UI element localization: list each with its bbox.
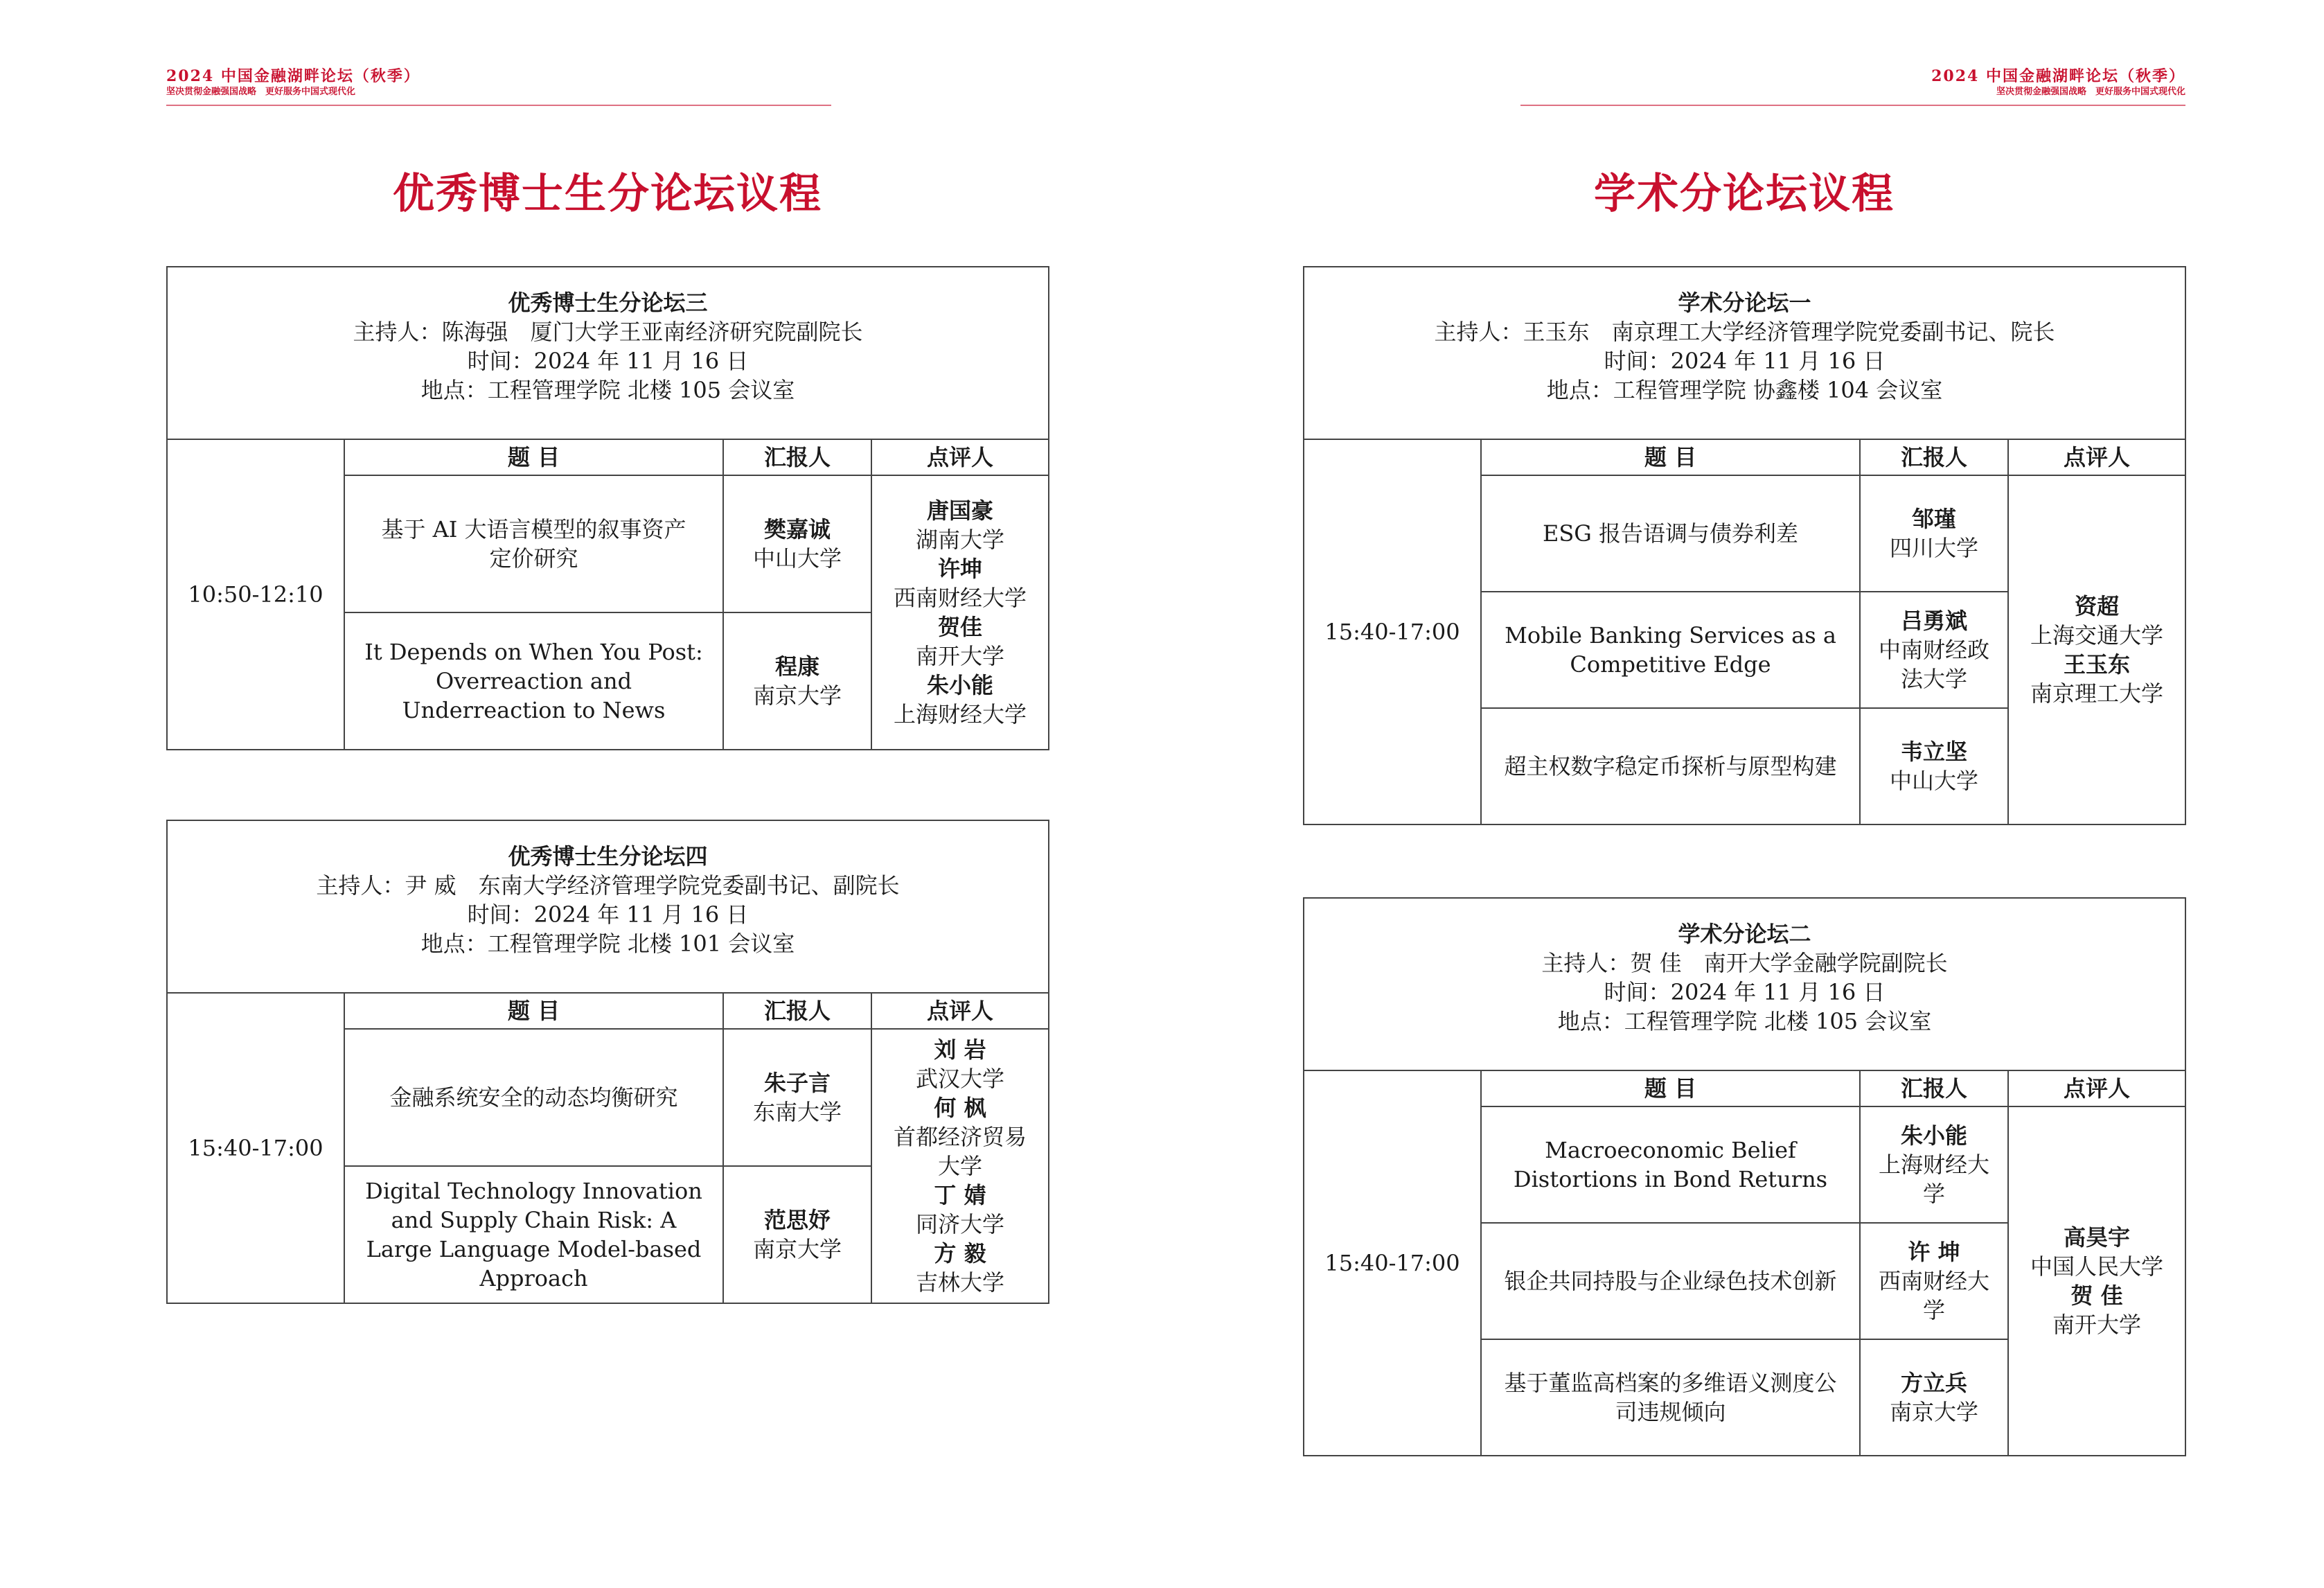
presenter-name: 朱子言 [763,1070,831,1096]
paper-title-text: ESG 报告语调与债券利差 [1542,520,1799,547]
forum-title: 学术分论坛一 [1678,290,1811,316]
session-time: 15:40-17:00 [1324,619,1460,645]
col-header-discussant: 点评人 [871,994,1048,1028]
presenter-name: 朱小能 [1900,1122,1967,1149]
presenter-name: 范思妤 [763,1207,831,1233]
header-line-1: 2024 中国金融湖畔论坛（秋季） [166,67,420,85]
forum-header [1304,899,2185,1071]
presenter-cell [1859,1222,2007,1339]
header-line-2: 坚决贯彻金融强国战略 更好服务中国式现代化 [166,87,356,97]
forum-title: 学术分论坛二 [1678,921,1811,947]
presenter-affiliation: 上海财经大学 [1878,1152,1989,1207]
presenter-name: 邹瑾 [1911,506,1956,532]
header-line-1: 2024 中国金融湖畔论坛（秋季） [1931,67,2185,85]
presenter-cell [1859,1106,2007,1222]
discussant-affiliation: 上海交通大学 [2030,622,2163,649]
paper-title-text: 超主权数字稳定币探析与原型构建 [1504,753,1837,779]
discussant-name: 何 枫 [934,1095,986,1121]
col-header-topic: 题 目 [1480,440,1859,475]
discussant-affiliation: 上海财经大学 [893,701,1027,727]
paper-title [1480,1106,1859,1222]
presenter-affiliation: 西南财经大学 [1878,1268,1989,1323]
presenter-cell [1859,475,2007,591]
discussant-name: 刘 岩 [934,1036,986,1063]
forum-place: 地点：工程管理学院 北楼 105 会议室 [1557,1008,1932,1034]
discussant-name: 贺佳 [937,614,982,640]
paper-title [344,1028,722,1165]
header-rule-right [1520,105,2185,106]
col-header-presenter: 汇报人 [722,440,871,475]
forum-schedule-table [1304,440,2185,824]
col-header-topic: 题 目 [344,994,722,1028]
discussant-name: 方 毅 [934,1240,986,1267]
running-header-left [166,67,831,98]
forum-panel [166,820,1049,1304]
session-time: 15:40-17:00 [1324,1250,1460,1276]
col-header-presenter: 汇报人 [722,994,871,1028]
presenter-cell [1859,1339,2007,1455]
discussant-affiliation: 南开大学 [915,643,1004,669]
presenter-affiliation: 南京大学 [752,682,842,709]
paper-title [344,1165,722,1303]
discussant-affiliation: 西南财经大学 [893,585,1027,611]
discussant-affiliation: 南京理工大学 [2030,680,2163,707]
presenter-name: 韦立坚 [1900,739,1967,765]
forum-schedule-table [168,440,1048,749]
discussant-name: 贺 佳 [2070,1282,2123,1309]
presenter-name: 许 坤 [1908,1239,1960,1265]
discussant-affiliation: 同济大学 [915,1211,1004,1237]
forum-header [1304,267,2185,440]
session-time: 10:50-12:10 [188,581,323,608]
presenter-name: 方立兵 [1900,1370,1967,1396]
header-rule-left [166,105,831,106]
paper-title-text: 基于 AI 大语言模型的叙事资产定价研究 [381,516,686,572]
discussants-cell [2007,1106,2185,1455]
paper-title [1480,707,1859,824]
presenter-cell [1859,591,2007,707]
forum-time: 时间：2024 年 11 月 16 日 [1604,979,1886,1005]
paper-title [344,612,722,749]
presenter-affiliation: 四川大学 [1889,535,1978,561]
presenter-cell [722,475,871,612]
col-header-topic: 题 目 [1480,1071,1859,1106]
presenter-affiliation: 东南大学 [752,1099,842,1125]
header-line-2: 坚决贯彻金融强国战略 更好服务中国式现代化 [1996,87,2185,97]
discussant-affiliation: 武汉大学 [915,1066,1004,1092]
running-header-right [1520,67,2185,98]
discussant-affiliation: 中国人民大学 [2030,1253,2163,1280]
forum-panel [1303,897,2186,1456]
discussant-affiliation: 首都经济贸易大学 [893,1124,1027,1179]
paper-title-text: 金融系统安全的动态均衡研究 [389,1084,678,1111]
forum-panel [166,266,1049,750]
presenter-affiliation: 中山大学 [1889,768,1978,794]
col-header-presenter: 汇报人 [1859,440,2007,475]
forum-title: 优秀博士生分论坛三 [508,290,708,316]
forum-host: 主持人：尹 威 东南大学经济管理学院党委副书记、副院长 [316,872,900,899]
col-header-presenter: 汇报人 [1859,1071,2007,1106]
presenter-name: 樊嘉诚 [763,516,831,542]
discussant-affiliation: 南开大学 [2052,1312,2141,1338]
forum-schedule-table [168,994,1048,1303]
forum-title: 优秀博士生分论坛四 [508,843,708,870]
discussant-affiliation: 湖南大学 [915,527,1004,553]
presenter-name: 程康 [774,653,819,680]
paper-title [1480,1222,1859,1339]
paper-title-text: Mobile Banking Services as a Competitive Edge [1505,622,1836,678]
forum-schedule-table [1304,1071,2185,1455]
presenter-cell [1859,707,2007,824]
col-header-discussant: 点评人 [871,440,1048,475]
col-header-discussant: 点评人 [2007,440,2185,475]
discussant-name: 朱小能 [926,672,993,698]
paper-title-text: 银企共同持股与企业绿色技术创新 [1504,1268,1837,1294]
forum-time: 时间：2024 年 11 月 16 日 [1604,348,1886,374]
forum-panel [1303,266,2186,825]
discussant-name: 许坤 [937,556,982,582]
presenter-affiliation: 中南财经政法大学 [1878,637,1989,692]
presenter-cell [722,1028,871,1165]
forum-place: 地点：工程管理学院 北楼 101 会议室 [420,930,795,957]
discussants-cell [2007,475,2185,824]
forum-header [168,267,1048,440]
forum-host: 主持人：王玉东 南京理工大学经济管理学院党委副书记、院长 [1434,319,2055,345]
discussant-name: 资超 [2074,593,2119,619]
session-time: 15:40-17:00 [188,1135,323,1161]
col-header-topic: 题 目 [344,440,722,475]
discussant-name: 唐国豪 [926,497,993,524]
discussant-name: 高昊宇 [2063,1224,2130,1251]
discussants-cell [871,1028,1048,1303]
right-page-title: 学术分论坛议程 [1594,170,1895,218]
presenter-affiliation: 南京大学 [1889,1399,1978,1425]
paper-title [344,475,722,612]
presenter-cell [722,1165,871,1303]
forum-host: 主持人：贺 佳 南开大学金融学院副院长 [1541,950,1948,976]
paper-title-text: Digital Technology Innovation and Supply Chain Risk: A Large Language Model-based Approach [365,1178,702,1291]
presenter-affiliation: 中山大学 [752,545,842,572]
discussants-cell [871,475,1048,749]
col-header-discussant: 点评人 [2007,1071,2185,1106]
forum-time: 时间：2024 年 11 月 16 日 [467,348,749,374]
paper-title [1480,591,1859,707]
paper-title-text: It Depends on When You Post: Overreaction and Underreaction to News [364,639,703,723]
paper-title-text: 基于董监高档案的多维语义测度公司违规倾向 [1504,1370,1837,1425]
forum-host: 主持人：陈海强 厦门大学王亚南经济研究院副院长 [353,319,863,345]
discussant-affiliation: 吉林大学 [915,1269,1004,1296]
paper-title [1480,475,1859,591]
presenter-name: 吕勇斌 [1900,608,1967,634]
forum-header [168,821,1048,994]
left-page-title: 优秀博士生分论坛议程 [393,170,822,218]
paper-title [1480,1339,1859,1455]
paper-title-text: Macroeconomic Belief Distortions in Bond Returns [1513,1137,1828,1192]
forum-place: 地点：工程管理学院 北楼 105 会议室 [420,377,795,403]
discussant-name: 王玉东 [2063,651,2130,678]
presenter-affiliation: 南京大学 [752,1236,842,1262]
presenter-cell [722,612,871,749]
forum-place: 地点：工程管理学院 协鑫楼 104 会议室 [1546,377,1943,403]
discussant-name: 丁 婧 [934,1182,986,1208]
forum-time: 时间：2024 年 11 月 16 日 [467,901,749,928]
